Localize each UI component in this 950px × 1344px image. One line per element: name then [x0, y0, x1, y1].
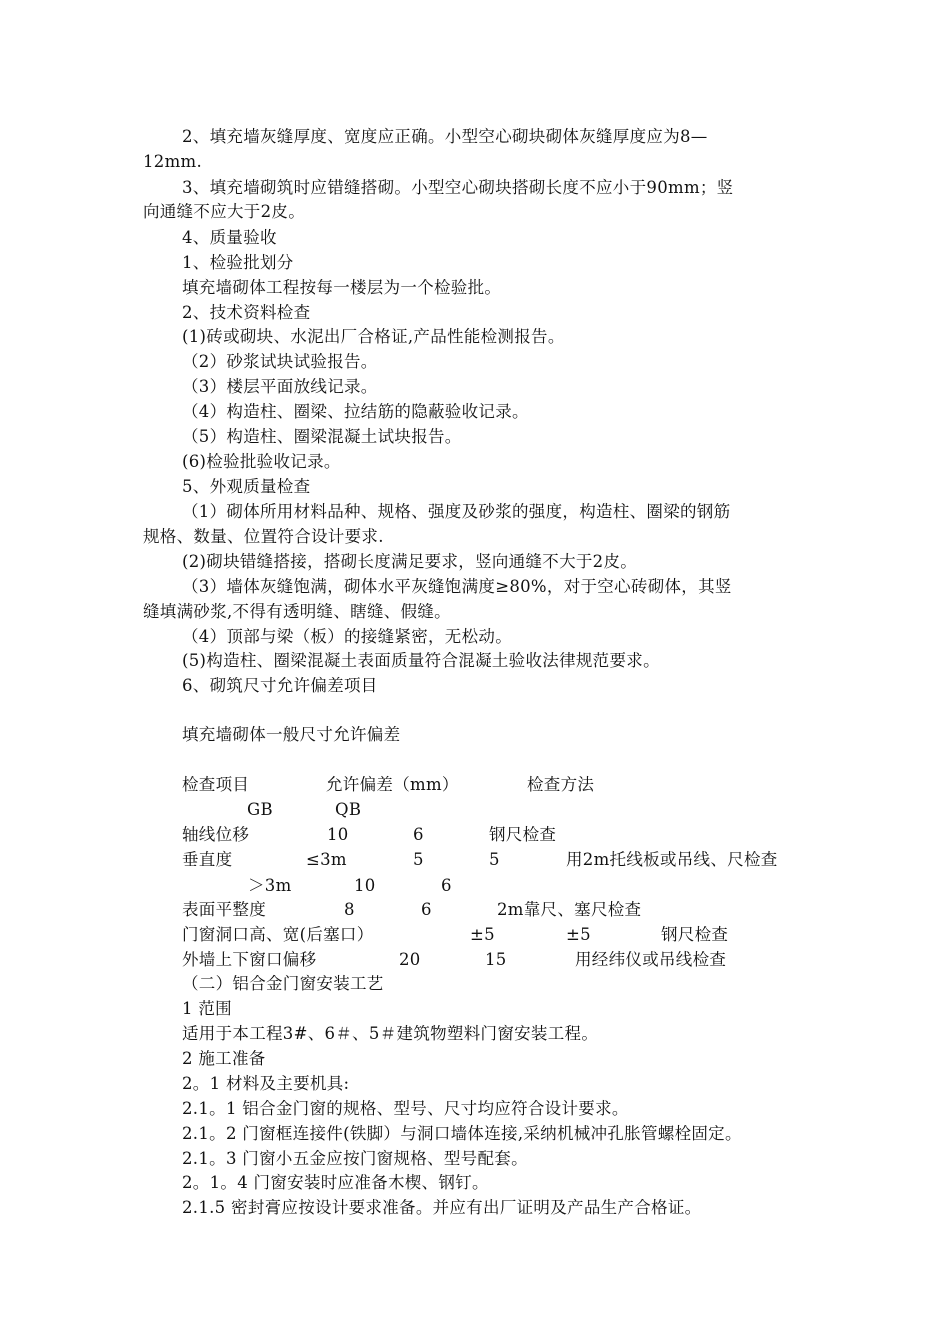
paragraph-line: 2.1.5 密封膏应按设计要求准备。并应有出厂证明及产品生产合格证。 — [182, 1198, 702, 1217]
list-item: （4）构造柱、圈梁、拉结筋的隐蔽验收记录。 — [182, 402, 529, 421]
table-cell-item: 表面平整度 — [182, 900, 266, 919]
section-heading: 2、技术资料检查 — [182, 303, 311, 322]
table-header-tolerance: 允许偏差（mm） — [326, 775, 459, 794]
paragraph-line: 2.1。3 门窗小五金应按门窗规格、型号配套。 — [182, 1149, 528, 1168]
table-title: 填充墙砌体一般尺寸允许偏差 — [182, 725, 401, 744]
table-cell-item: 门窗洞口高、宽(后塞口） — [182, 925, 374, 944]
table-header-item: 检查项目 — [182, 775, 250, 794]
list-item: （3）楼层平面放线记录。 — [182, 377, 378, 396]
paragraph-line: 2.1。1 铝合金门窗的规格、型号、尺寸均应符合设计要求。 — [182, 1099, 629, 1118]
section-heading: （二）铝合金门窗安装工艺 — [182, 974, 384, 993]
table-cell-condition: ＞3m — [248, 876, 292, 895]
table-cell-method: 钢尺检查 — [489, 825, 557, 844]
table-cell-qb: 5 — [489, 850, 500, 869]
table-cell-item: 轴线位移 — [182, 825, 250, 844]
section-heading: 4、质量验收 — [182, 228, 277, 247]
list-item: （4）顶部与梁（板）的接缝紧密，无松动。 — [182, 627, 512, 646]
section-heading: 1、检验批划分 — [182, 253, 294, 272]
list-item: (5)构造柱、圈梁混凝土表面质量符合混凝土验收法律规范要求。 — [182, 651, 660, 670]
paragraph-line: 2。1。4 门窗安装时应准备木楔、钢钉。 — [182, 1173, 489, 1192]
table-cell-qb: 6 — [421, 900, 432, 919]
table-cell-gb: 10 — [327, 825, 349, 844]
paragraph-line: 3、填充墙砌筑时应错缝搭砌。小型空心砌块搭砌长度不应小于90mm；竖 — [182, 178, 734, 197]
table-cell-method: 2m靠尺、塞尺检查 — [497, 900, 642, 919]
table-cell-method: 用经纬仪或吊线检查 — [575, 950, 727, 969]
table-cell-method: 用2m托线板或吊线、尺检查 — [566, 850, 778, 869]
table-cell-item: 垂直度 — [182, 850, 233, 869]
table-cell-qb: ±5 — [566, 925, 591, 944]
table-cell-item: 外墙上下窗口偏移 — [182, 950, 317, 969]
table-header-method: 检查方法 — [527, 775, 595, 794]
list-item-continuation: 规格、数量、位置符合设计要求. — [143, 527, 384, 546]
section-heading: 6、砌筑尺寸允许偏差项目 — [182, 676, 378, 695]
table-cell-qb: 6 — [413, 825, 424, 844]
list-item: （1）砌体所用材料品种、规格、强度及砂浆的强度，构造柱、圈梁的钢筋 — [182, 502, 731, 521]
list-item-continuation: 缝填满砂浆,不得有透明缝、瞎缝、假缝。 — [143, 602, 451, 621]
paragraph-line: 12mm. — [143, 152, 203, 171]
list-item: (2)砌块错缝搭接，搭砌长度满足要求，竖向通缝不大于2皮。 — [182, 552, 638, 571]
table-cell-qb: 6 — [441, 876, 452, 895]
paragraph-line: 2。1 材料及主要机具: — [182, 1074, 350, 1093]
table-cell-gb: 8 — [344, 900, 355, 919]
table-cell-qb: 15 — [485, 950, 507, 969]
table-cell-gb: 5 — [413, 850, 424, 869]
list-item: （2）砂浆试块试验报告。 — [182, 352, 378, 371]
section-heading: 5、外观质量检查 — [182, 477, 311, 496]
paragraph-line: 填充墙砌体工程按每一楼层为一个检验批。 — [182, 278, 502, 297]
table-cell-gb: ±5 — [470, 925, 495, 944]
list-item: (1)砖或砌块、水泥出厂合格证,产品性能检测报告。 — [182, 327, 565, 346]
table-subheader-gb: GB — [247, 800, 273, 819]
table-cell-gb: 20 — [399, 950, 421, 969]
section-heading: 1 范围 — [182, 999, 232, 1018]
list-item: (6)检验批验收记录。 — [182, 452, 341, 471]
paragraph-line: 2、填充墙灰缝厚度、宽度应正确。小型空心砌块砌体灰缝厚度应为8— — [182, 127, 708, 146]
section-heading: 2 施工准备 — [182, 1049, 266, 1068]
paragraph-line: 适用于本工程3#、6＃、5＃建筑物塑料门窗安装工程。 — [182, 1024, 599, 1043]
table-subheader-qb: QB — [335, 800, 362, 819]
list-item: （5）构造柱、圈梁混凝土试块报告。 — [182, 427, 462, 446]
table-cell-condition: ≤3m — [306, 850, 347, 869]
paragraph-line: 向通缝不应大于2皮。 — [143, 202, 305, 221]
paragraph-line: 2.1。2 门窗框连接件(铁脚）与洞口墙体连接,采纳机械冲孔胀管螺栓固定。 — [182, 1124, 742, 1143]
table-cell-method: 钢尺检查 — [661, 925, 729, 944]
table-cell-gb: 10 — [354, 876, 376, 895]
list-item: （3）墙体灰缝饱满，砌体水平灰缝饱满度≥80%，对于空心砖砌体，其竖 — [182, 577, 732, 596]
